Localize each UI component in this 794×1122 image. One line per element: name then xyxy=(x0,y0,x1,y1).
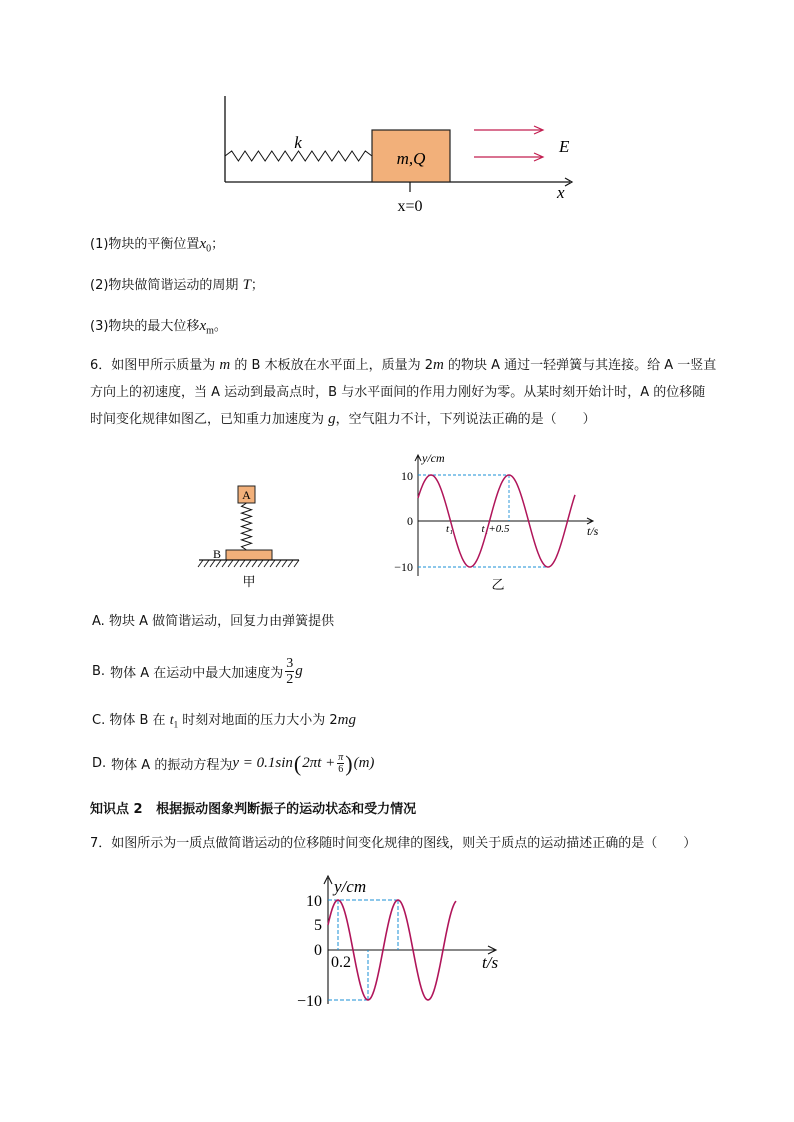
item-number: (3) xyxy=(90,319,109,334)
option-text: 时刻对地面的压力大小为 2 xyxy=(178,713,338,728)
option-a[interactable] xyxy=(92,612,334,632)
hatch-line xyxy=(246,560,251,567)
item-end: ； xyxy=(250,278,264,293)
y-tick-neg10: −10 xyxy=(296,993,322,1010)
spring xyxy=(225,151,372,161)
block-label: m,Q xyxy=(396,149,426,168)
ground-hatch xyxy=(198,560,299,567)
q6-stem xyxy=(90,352,730,433)
y-tick-0: 0 xyxy=(407,514,413,528)
numerator: π xyxy=(338,752,344,763)
denominator: 2 xyxy=(286,672,294,687)
option-b[interactable] xyxy=(92,656,303,687)
board-b xyxy=(226,550,272,560)
origin-label: x=0 xyxy=(397,198,423,215)
spring-block-figure xyxy=(210,88,580,218)
x-tick-0-2: 0.2 xyxy=(331,954,351,971)
hatch-line xyxy=(222,560,227,567)
item-text: 物块的最大位移 xyxy=(108,319,200,334)
y-axis-label: y/cm xyxy=(334,877,367,896)
x-axis-label: x xyxy=(557,183,565,202)
q6-line-3: 时间变化规律如图乙，已知重力加速度为 g，空气阻力不计，下列说法正确的是（ ） xyxy=(90,411,596,427)
hatch-line xyxy=(198,560,203,567)
chart-q7 xyxy=(290,870,510,1010)
hatch-line xyxy=(258,560,263,567)
option-label: B. xyxy=(92,664,106,679)
q5-item-1 xyxy=(90,234,224,260)
math-sub: m xyxy=(206,325,214,337)
item-text: 物块做简谐运动的周期 xyxy=(108,278,243,293)
caption-yi: 乙 xyxy=(491,577,505,592)
denominator: 6 xyxy=(338,764,344,775)
option-label: C. xyxy=(92,713,106,728)
option-text: 物块 A 做简谐运动，回复力由弹簧提供 xyxy=(108,614,335,629)
y-axis-label: y/cm xyxy=(422,451,445,465)
q6-line-1: 6．如图甲所示质量为 m 的 B 木板放在水平面上，质量为 2m 的物块 A 通过一轻弹簧与其连接。给 A 一竖直 xyxy=(90,357,717,373)
item-end: ； xyxy=(211,237,225,252)
y-tick-5: 5 xyxy=(314,917,322,934)
item-end: 。 xyxy=(213,319,227,334)
q5-item-3 xyxy=(90,316,227,342)
equation-part: (m) xyxy=(353,755,375,771)
spring-label: k xyxy=(294,133,302,152)
hatch-line xyxy=(204,560,209,567)
board-b-label: B xyxy=(212,547,221,561)
x-axis-label: t/s xyxy=(587,524,599,538)
fraction xyxy=(285,656,294,687)
math-var: x xyxy=(199,318,207,334)
paren-open: ( xyxy=(293,750,302,776)
item-number: (1) xyxy=(90,237,109,252)
x-axis-label: t/s xyxy=(482,953,499,972)
hatch-line xyxy=(216,560,221,567)
y-tick-0: 0 xyxy=(314,942,322,959)
math-var: g xyxy=(295,663,303,679)
q5-item-2 xyxy=(90,275,264,296)
field-label: E xyxy=(559,137,570,156)
y-tick-10: 10 xyxy=(306,893,322,910)
section-title: 根据振动图象判断振子的运动状态和受力情况 xyxy=(156,802,417,817)
x-mark-t1: t₁ xyxy=(446,523,453,535)
option-d[interactable] xyxy=(92,752,374,775)
fraction xyxy=(337,752,344,775)
hatch-line xyxy=(252,560,257,567)
math-var: mg xyxy=(337,712,356,728)
equation-part: y = 0.1sin xyxy=(232,755,293,771)
figure-jia xyxy=(195,482,305,592)
spring xyxy=(242,503,252,550)
item-number: (2) xyxy=(90,278,109,293)
section-label: 知识点 2 xyxy=(90,802,143,817)
hatch-line xyxy=(294,560,299,567)
item-text: 物块的平衡位置 xyxy=(108,237,200,252)
caption-jia: 甲 xyxy=(242,574,256,589)
math-var: t xyxy=(169,713,174,728)
hatch-line xyxy=(240,560,245,567)
q7-stem: 7．如图所示为一质点做简谐运动的位移随时间变化规律的图线，则关于质点的运动描述正确的是（ ） xyxy=(90,836,697,851)
paren-close: ) xyxy=(345,750,353,776)
hatch-line xyxy=(228,560,233,567)
section-heading xyxy=(90,800,416,820)
option-text: 物体 A 在运动中最大加速度为 xyxy=(110,666,284,681)
hatch-line xyxy=(210,560,215,567)
option-text: 物体 A 的振动方程为 xyxy=(111,758,233,773)
math-var: x xyxy=(199,236,207,252)
hatch-line xyxy=(282,560,287,567)
math-sub: 1 xyxy=(173,719,179,730)
hatch-line xyxy=(276,560,281,567)
x-mark-t1-plus: t₁+0.5 xyxy=(481,523,510,535)
numerator: 3 xyxy=(286,656,294,671)
math-sub: 0 xyxy=(206,243,212,255)
hatch-line xyxy=(288,560,293,567)
block-a-label: A xyxy=(242,488,251,502)
hatch-line xyxy=(264,560,269,567)
q6-line-2: 方向上的初速度，当 A 运动到最高点时，B 与水平面间的作用力刚好为零。从某时刻开始计时，A 的位移随 xyxy=(90,385,706,400)
math-var: T xyxy=(242,277,251,293)
option-label: D. xyxy=(92,756,107,771)
option-label: A. xyxy=(92,614,105,629)
y-tick-10: 10 xyxy=(401,469,413,483)
hatch-line xyxy=(270,560,275,567)
chart-yi xyxy=(388,450,608,595)
y-tick-neg10: −10 xyxy=(394,560,413,574)
option-text: 物体 B 在 xyxy=(109,713,170,728)
option-c[interactable] xyxy=(92,710,356,735)
equation-part: 2πt + xyxy=(302,755,336,771)
hatch-line xyxy=(234,560,239,567)
